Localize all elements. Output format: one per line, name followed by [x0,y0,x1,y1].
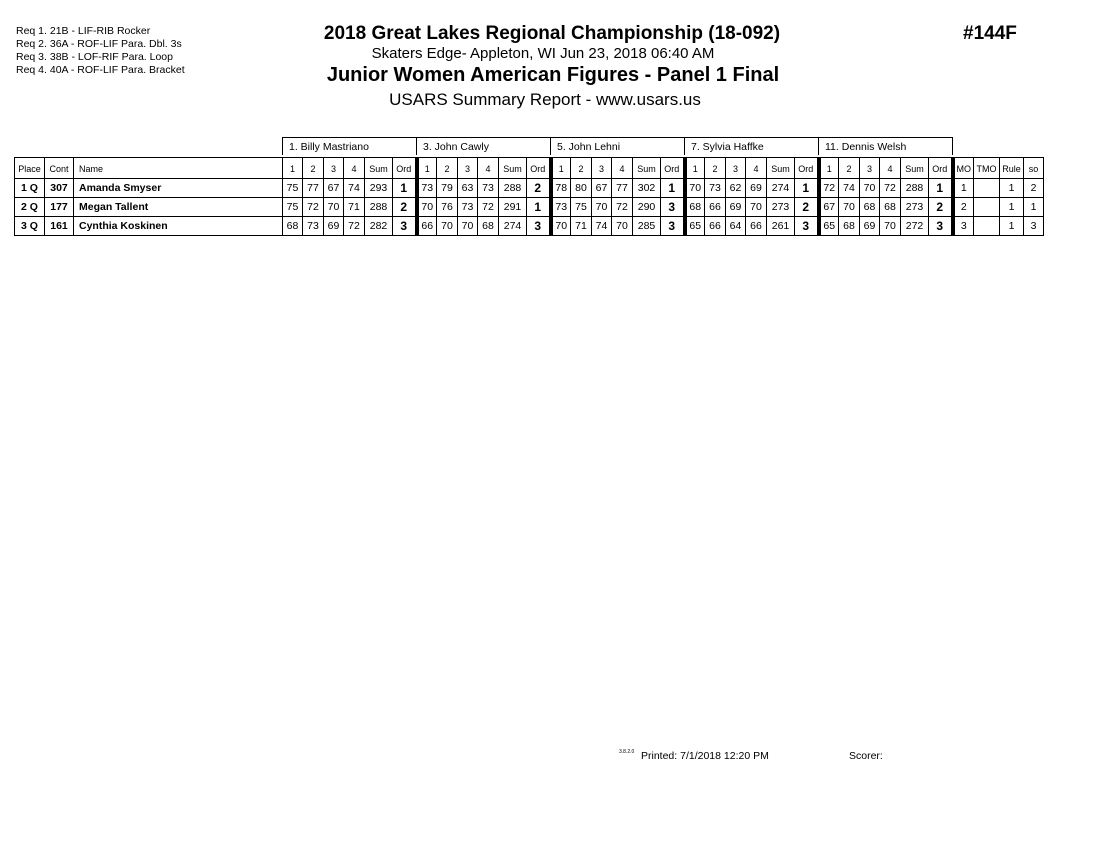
score-cell: 75 [571,198,592,217]
score-cell: 80 [571,179,592,198]
sum-cell: 293 [365,179,393,198]
mo-cell: 2 [953,198,974,217]
score-cell: 66 [746,217,767,236]
sum-cell: 290 [633,198,661,217]
so-cell: 1 [1024,198,1044,217]
score-cell: 72 [303,198,324,217]
ordinal-cell: 2 [929,198,953,217]
score-cell: 70 [417,198,437,217]
requirement-item: Req 3. 38B - LOF-RIF Para. Loop [16,51,173,63]
score-cell: 74 [592,217,612,236]
ordinal-cell: 1 [795,179,819,198]
sum-cell: 282 [365,217,393,236]
judge-name: 3. John Cawly [417,138,551,156]
rule-header: Rule [1000,158,1024,179]
ordinal-cell: 3 [795,217,819,236]
score-cell: 74 [839,179,860,198]
so-cell: 3 [1024,217,1044,236]
score-cell: 78 [551,179,571,198]
ordinal-header: Ord [661,158,685,179]
score-cell: 76 [437,198,458,217]
score-cell: 67 [324,179,344,198]
rule-cell: 1 [1000,217,1024,236]
score-cell: 75 [283,179,303,198]
judge-name: 7. Sylvia Haffke [685,138,819,156]
score-cell: 73 [705,179,726,198]
requirement-item: Req 1. 21B - LIF-RIB Rocker [16,25,151,37]
sum-cell: 302 [633,179,661,198]
place-header: Place [15,158,45,179]
ordinal-cell: 1 [527,198,551,217]
version-label: 3.8.2.0 [619,749,635,755]
sum-header: Sum [365,158,393,179]
ordinal-cell: 3 [661,198,685,217]
score-cell: 68 [839,217,860,236]
score-cell: 66 [705,217,726,236]
score-header: 3 [726,158,746,179]
score-header: 2 [839,158,860,179]
contestant-number-cell: 307 [45,179,74,198]
ordinal-header: Ord [929,158,953,179]
sum-cell: 288 [365,198,393,217]
contestant-number-cell: 177 [45,198,74,217]
score-cell: 72 [344,217,365,236]
requirement-item: Req 2. 36A - ROF-LIF Para. Dbl. 3s [16,38,182,50]
sum-cell: 274 [767,179,795,198]
score-header: 1 [417,158,437,179]
sum-cell: 261 [767,217,795,236]
score-header: 1 [819,158,839,179]
contestant-number-header: Cont [45,158,74,179]
score-cell: 68 [860,198,880,217]
so-cell: 2 [1024,179,1044,198]
sum-header: Sum [767,158,795,179]
score-cell: 72 [819,179,839,198]
event-number: #144F [963,23,1017,44]
tmo-header: TMO [974,158,1000,179]
event-title: Junior Women American Figures - Panel 1 Final [326,64,780,86]
score-header: 2 [705,158,726,179]
mo-cell: 3 [953,217,974,236]
score-cell: 77 [612,179,633,198]
sum-cell: 273 [901,198,929,217]
ordinal-cell: 1 [393,179,417,198]
ordinal-header: Ord [795,158,819,179]
score-header: 3 [458,158,478,179]
score-header: 4 [612,158,633,179]
score-cell: 70 [860,179,880,198]
score-cell: 70 [324,198,344,217]
tmo-cell [974,217,1000,236]
score-cell: 67 [819,198,839,217]
ordinal-header: Ord [527,158,551,179]
score-cell: 70 [437,217,458,236]
score-cell: 71 [571,217,592,236]
table-row [15,217,1044,236]
score-cell: 73 [551,198,571,217]
score-cell: 74 [344,179,365,198]
judge-name: 5. John Lehni [551,138,685,156]
contestant-number-cell: 161 [45,217,74,236]
score-cell: 70 [458,217,478,236]
score-header: 2 [571,158,592,179]
sum-cell: 272 [901,217,929,236]
name-header: Name [74,158,283,179]
score-cell: 68 [685,198,705,217]
judge-spacer [15,138,283,156]
ordinal-cell: 3 [929,217,953,236]
score-cell: 73 [478,179,499,198]
score-cell: 63 [458,179,478,198]
results-table [14,137,1044,236]
score-cell: 72 [880,179,901,198]
score-header: 4 [344,158,365,179]
score-cell: 70 [746,198,767,217]
sum-cell: 285 [633,217,661,236]
skater-name-cell: Megan Tallent [74,198,283,217]
score-cell: 73 [458,198,478,217]
ordinal-cell: 1 [929,179,953,198]
printed-timestamp: Printed: 7/1/2018 12:20 PM [641,750,769,762]
tmo-cell [974,198,1000,217]
skater-name-cell: Cynthia Koskinen [74,217,283,236]
sum-cell: 274 [499,217,527,236]
score-cell: 73 [303,217,324,236]
score-cell: 73 [417,179,437,198]
mo-header: MO [953,158,974,179]
score-header: 4 [880,158,901,179]
tmo-cell [974,179,1000,198]
score-cell: 68 [478,217,499,236]
score-cell: 65 [819,217,839,236]
report-title: USARS Summary Report - www.usars.us [389,90,701,109]
score-cell: 75 [283,198,303,217]
sum-cell: 288 [499,179,527,198]
score-header: 3 [860,158,880,179]
score-header: 4 [478,158,499,179]
rule-cell: 1 [1000,198,1024,217]
score-header: 3 [324,158,344,179]
score-cell: 71 [344,198,365,217]
score-cell: 68 [283,217,303,236]
score-cell: 69 [726,198,746,217]
sum-header: Sum [901,158,929,179]
judge-spacer [953,138,1044,156]
sum-cell: 273 [767,198,795,217]
ordinal-cell: 2 [527,179,551,198]
skater-name-cell: Amanda Smyser [74,179,283,198]
requirements-list [16,25,185,77]
score-cell: 70 [839,198,860,217]
score-header: 1 [283,158,303,179]
score-header: 3 [592,158,612,179]
score-cell: 70 [685,179,705,198]
sum-cell: 288 [901,179,929,198]
rule-cell: 1 [1000,179,1024,198]
sum-cell: 291 [499,198,527,217]
sum-header: Sum [633,158,661,179]
place-cell: 2 Q [15,198,45,217]
score-header: 1 [685,158,705,179]
score-cell: 72 [478,198,499,217]
score-cell: 69 [324,217,344,236]
requirement-item: Req 4. 40A - ROF-LIF Para. Bracket [16,64,185,76]
ordinal-header: Ord [393,158,417,179]
score-header: 4 [746,158,767,179]
score-cell: 65 [685,217,705,236]
score-cell: 67 [592,179,612,198]
mo-cell: 1 [953,179,974,198]
judge-name: 1. Billy Mastriano [283,138,417,156]
place-cell: 3 Q [15,217,45,236]
ordinal-cell: 3 [527,217,551,236]
ordinal-cell: 2 [393,198,417,217]
ordinal-cell: 1 [661,179,685,198]
table-row [15,179,1044,198]
place-cell: 1 Q [15,179,45,198]
scorer-label: Scorer: [849,750,883,762]
score-cell: 66 [417,217,437,236]
score-cell: 69 [860,217,880,236]
score-cell: 66 [705,198,726,217]
score-cell: 62 [726,179,746,198]
score-cell: 70 [592,198,612,217]
ordinal-cell: 2 [795,198,819,217]
venue-datetime: Skaters Edge- Appleton, WI Jun 23, 2018 06:40 AM [371,45,715,62]
competition-title: 2018 Great Lakes Regional Championship (18-092) [323,23,781,44]
score-header: 2 [303,158,324,179]
score-cell: 70 [612,217,633,236]
table-row [15,198,1044,217]
score-cell: 69 [746,179,767,198]
score-cell: 70 [880,217,901,236]
score-header: 2 [437,158,458,179]
sum-header: Sum [499,158,527,179]
score-cell: 68 [880,198,901,217]
score-cell: 77 [303,179,324,198]
so-header: so [1024,158,1044,179]
ordinal-cell: 3 [661,217,685,236]
judge-name: 11. Dennis Welsh [819,138,953,156]
score-cell: 72 [612,198,633,217]
ordinal-cell: 3 [393,217,417,236]
score-cell: 70 [551,217,571,236]
score-cell: 64 [726,217,746,236]
score-header: 1 [551,158,571,179]
score-cell: 79 [437,179,458,198]
